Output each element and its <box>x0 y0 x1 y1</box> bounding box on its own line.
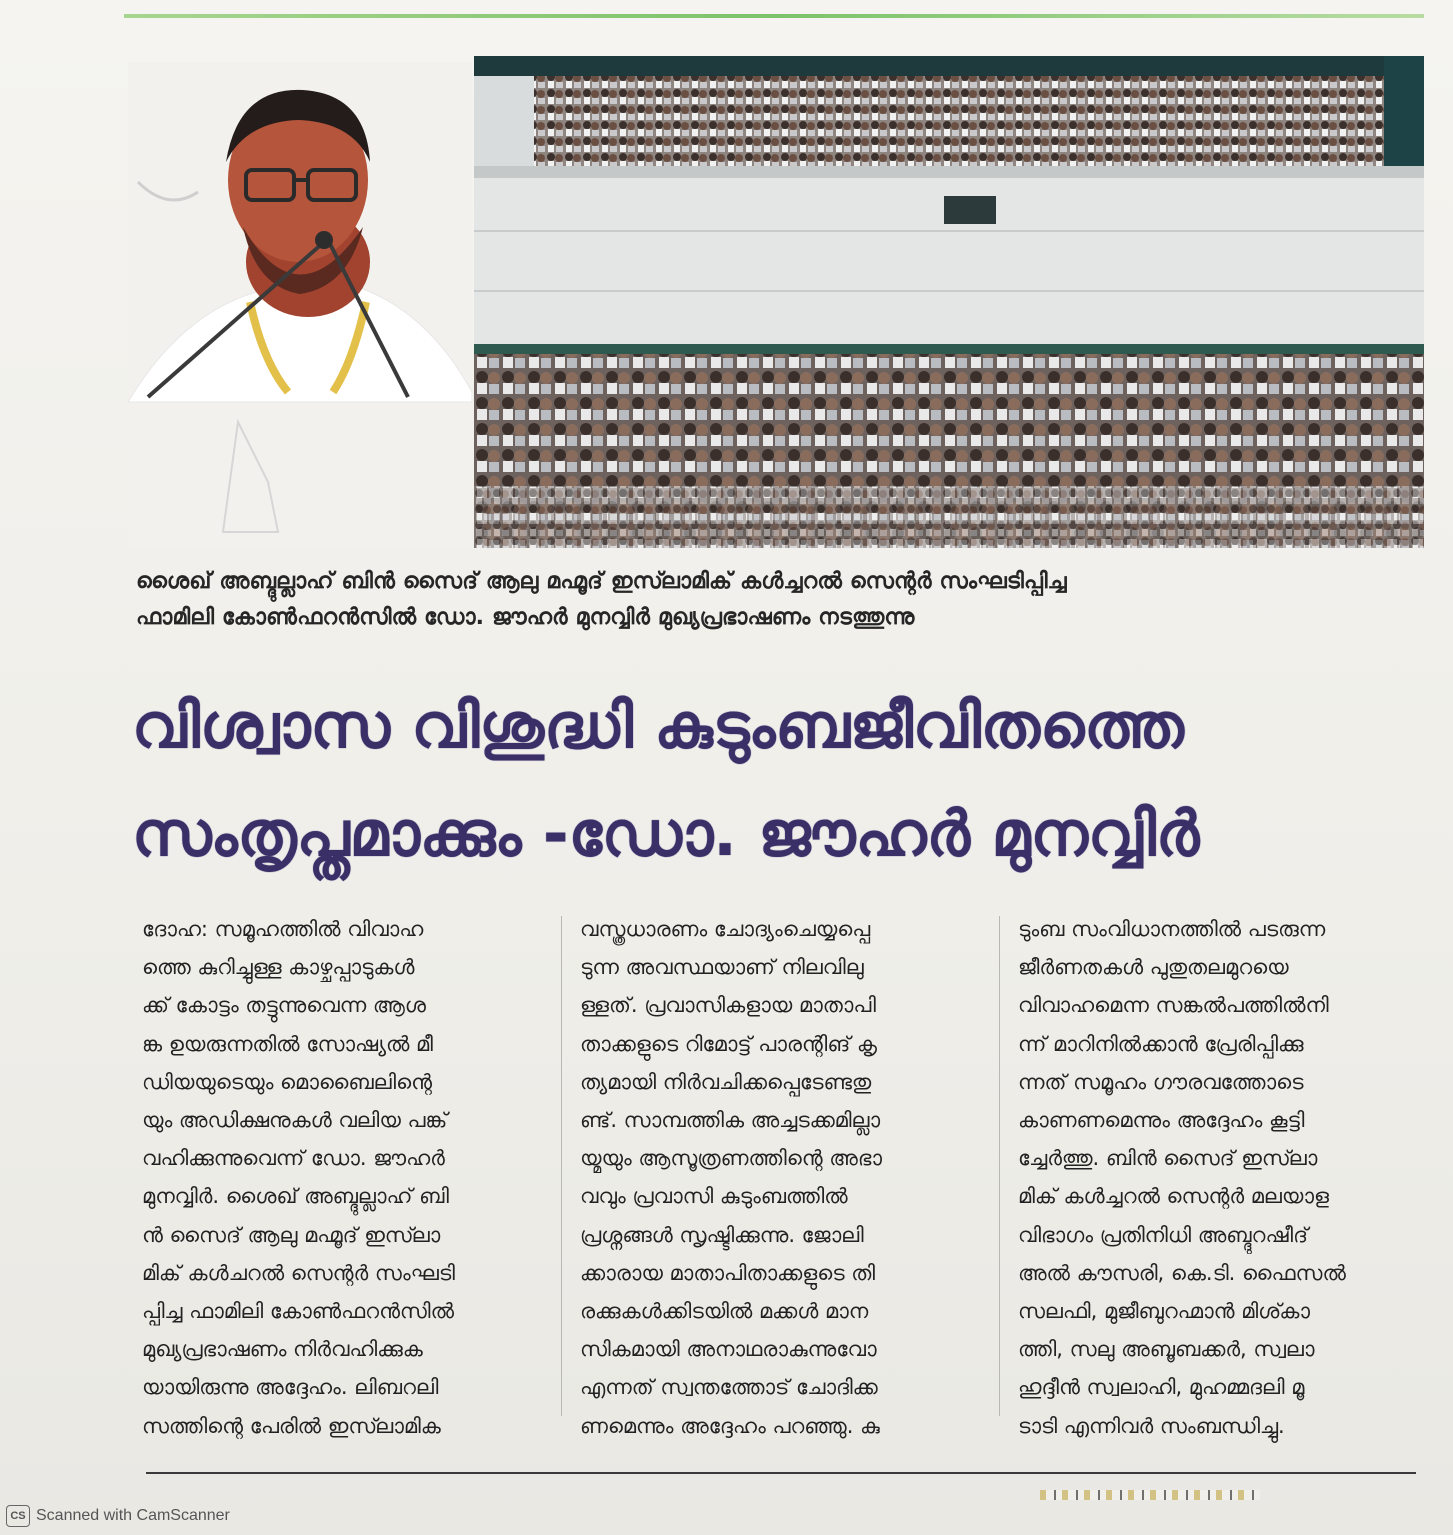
caption-line-1: ശൈഖ് അബ്ദുല്ലാഹ് ബിൻ സൈദ് ആലു മഹ്മൂദ് ഇസ്‍ലാമിക് കൾച്ചറൽ സെന്റർ സംഘടിപ്പിച്ച <box>136 569 1067 594</box>
text-line: ച്ചേർത്തു. ബിൻ സൈദ് ഇസ്‍ലാ <box>1018 1146 1318 1171</box>
caption-line-2: ഫാമിലി കോൺഫറൻസിൽ ഡോ. ജൗഹർ മുനവ്വിർ മുഖ്യപ്രഭാഷണം നടത്തുന്നു <box>136 605 915 630</box>
headline-line-1: വിശ്വാസ വിശുദ്ധി കുടുംബജീവിതത്തെ <box>132 689 1184 762</box>
article-column-1 <box>142 910 542 1445</box>
bottom-rule <box>146 1472 1416 1474</box>
article-body <box>142 910 1422 1450</box>
audience-photo <box>474 56 1424 548</box>
speaker-illustration <box>128 62 472 548</box>
text-line: വസ്ത്രധാരണം ചോദ്യംചെയ്യപ്പെ <box>580 917 871 941</box>
text-line: ത്തെ കുറിച്ചുള്ള കാഴ്ചപ്പാടുകൾ <box>142 955 415 980</box>
camscanner-watermark <box>6 1504 230 1528</box>
text-line: പ്രശ്നങ്ങൾ സൃഷ്ടിക്കുന്നു. ജോലി <box>580 1222 864 1247</box>
text-line: ജീർണതകൾ പുതുതലമുറയെ <box>1018 955 1289 980</box>
column-divider <box>999 916 1000 1416</box>
text-line: ക്ക് കോട്ടം തട്ടുന്നുവെന്ന ആശ <box>142 993 426 1018</box>
footer-strip <box>1040 1490 1260 1500</box>
text-line: ടാടി എന്നിവർ സംബന്ധിച്ചു. <box>1018 1413 1285 1438</box>
text-line: ള്ളത്. പ്രവാസികളായ മാതാപി <box>580 993 876 1018</box>
text-line: യും അഡിക്ഷനുകൾ വലിയ പങ്ക് <box>142 1108 448 1133</box>
text-line: കാണണമെന്നും അദ്ദേഹം കൂട്ടി <box>1018 1108 1305 1133</box>
column-divider <box>561 916 562 1416</box>
text-line: ദോഹ: സമൂഹത്തിൽ വിവാഹ <box>142 917 424 941</box>
text-line: ഹുദ്ദീൻ സ്വലാഹി, മുഹമ്മദലി മൂ <box>1018 1375 1305 1400</box>
photo-caption <box>136 564 1386 636</box>
text-line: ഡിയയുടെയും മൊബൈലിന്റെ <box>142 1069 432 1094</box>
text-line: മിക് കൾച്ചറൽ സെന്റർ മലയാള <box>1018 1184 1329 1209</box>
text-line: എന്നത് സ്വന്തത്തോട് ചോദിക്ക <box>580 1375 878 1400</box>
text-line: സലഫി, മുജീബുറഹ്മാൻ മിശ്കാ <box>1018 1299 1310 1324</box>
auditorium-illustration <box>474 56 1424 548</box>
text-line: സികമായി അനാഥരാകുന്നുവോ <box>580 1337 877 1362</box>
camscanner-icon: CS <box>6 1505 30 1527</box>
headline-line-2: സംതൃപ്തമാക്കും -ഡോ. ജൗഹർ മുനവ്വിർ <box>132 797 1200 870</box>
text-line: വഹിക്കുന്നുവെന്ന് ഡോ. ജൗഹർ <box>142 1146 445 1171</box>
text-line: വവും പ്രവാസി കുടുംബത്തിൽ <box>580 1184 848 1209</box>
article-column-2 <box>580 910 980 1445</box>
text-line: ടുംബ സംവിധാനത്തിൽ പടരുന്ന <box>1018 917 1326 941</box>
text-line: സത്തിന്റെ പേരിൽ ഇസ്‍ലാമിക <box>142 1413 441 1438</box>
text-line: ണമെന്നും അദ്ദേഹം പറഞ്ഞു. കു <box>580 1413 880 1438</box>
text-line: യായിരുന്നു അദ്ദേഹം. ലിബറലി <box>142 1375 439 1400</box>
text-line: ക്കാരായ മാതാപിതാക്കളുടെ തി <box>580 1260 876 1285</box>
text-line: അൽ കൗസരി, കെ.ടി. ഫൈസൽ <box>1018 1260 1346 1285</box>
speaker-photo <box>128 62 472 548</box>
text-line: ത്തി, സലു അബൂബക്കർ, സ്വലാ <box>1018 1337 1315 1362</box>
text-line: ങ്ക ഉയരുന്നതിൽ സോഷ്യൽ മീ <box>142 1031 433 1056</box>
text-line: ണ്ട്. സാമ്പത്തിക അച്ചടക്കമില്ലാ <box>580 1108 881 1133</box>
text-line: താക്കളുടെ റിമോട്ട് പാരന്റിങ് കൃ <box>580 1031 877 1056</box>
text-line: ൻ സൈദ് ആലു മഹ്മൂദ് ഇസ്‍ലാ <box>142 1222 441 1247</box>
text-line: ന്നത് സമൂഹം ഗൗരവത്തോടെ <box>1018 1069 1304 1094</box>
text-line: യ്മയും ആസൂത്രണത്തിന്റെ അഭാ <box>580 1146 882 1171</box>
text-line: പ്പിച്ച ഫാമിലി കോൺഫറൻസിൽ <box>142 1299 454 1324</box>
text-line: മിക് കൾചറൽ സെന്റർ സംഘടി <box>142 1260 455 1285</box>
text-line: വിവാഹമെന്ന സങ്കൽപത്തിൽനി <box>1018 993 1329 1018</box>
top-rule <box>124 14 1424 18</box>
text-line: ത്യമായി നിർവചിക്കപ്പെടേണ്ടതു <box>580 1069 872 1094</box>
text-line: ടുന്ന അവസ്ഥയാണ് നിലവിലു <box>580 955 864 980</box>
camscanner-text: Scanned with CamScanner <box>36 1507 230 1524</box>
text-line: രക്കുകൾക്കിടയിൽ മക്കൾ മാന <box>580 1299 869 1324</box>
text-line: ന്ന് മാറിനിൽക്കാൻ പ്രേരിപ്പിക്കു <box>1018 1031 1304 1056</box>
article-column-3 <box>1018 910 1418 1445</box>
text-line: വിഭാഗം പ്രതിനിധി അബ്ദുറഷീദ് <box>1018 1222 1308 1247</box>
article-headline <box>132 672 1422 888</box>
text-line: മുഖ്യപ്രഭാഷണം നിർവഹിക്കുക <box>142 1337 423 1362</box>
text-line: മുനവ്വിർ. ശൈഖ് അബ്ദുല്ലാഹ് ബി <box>142 1184 449 1209</box>
